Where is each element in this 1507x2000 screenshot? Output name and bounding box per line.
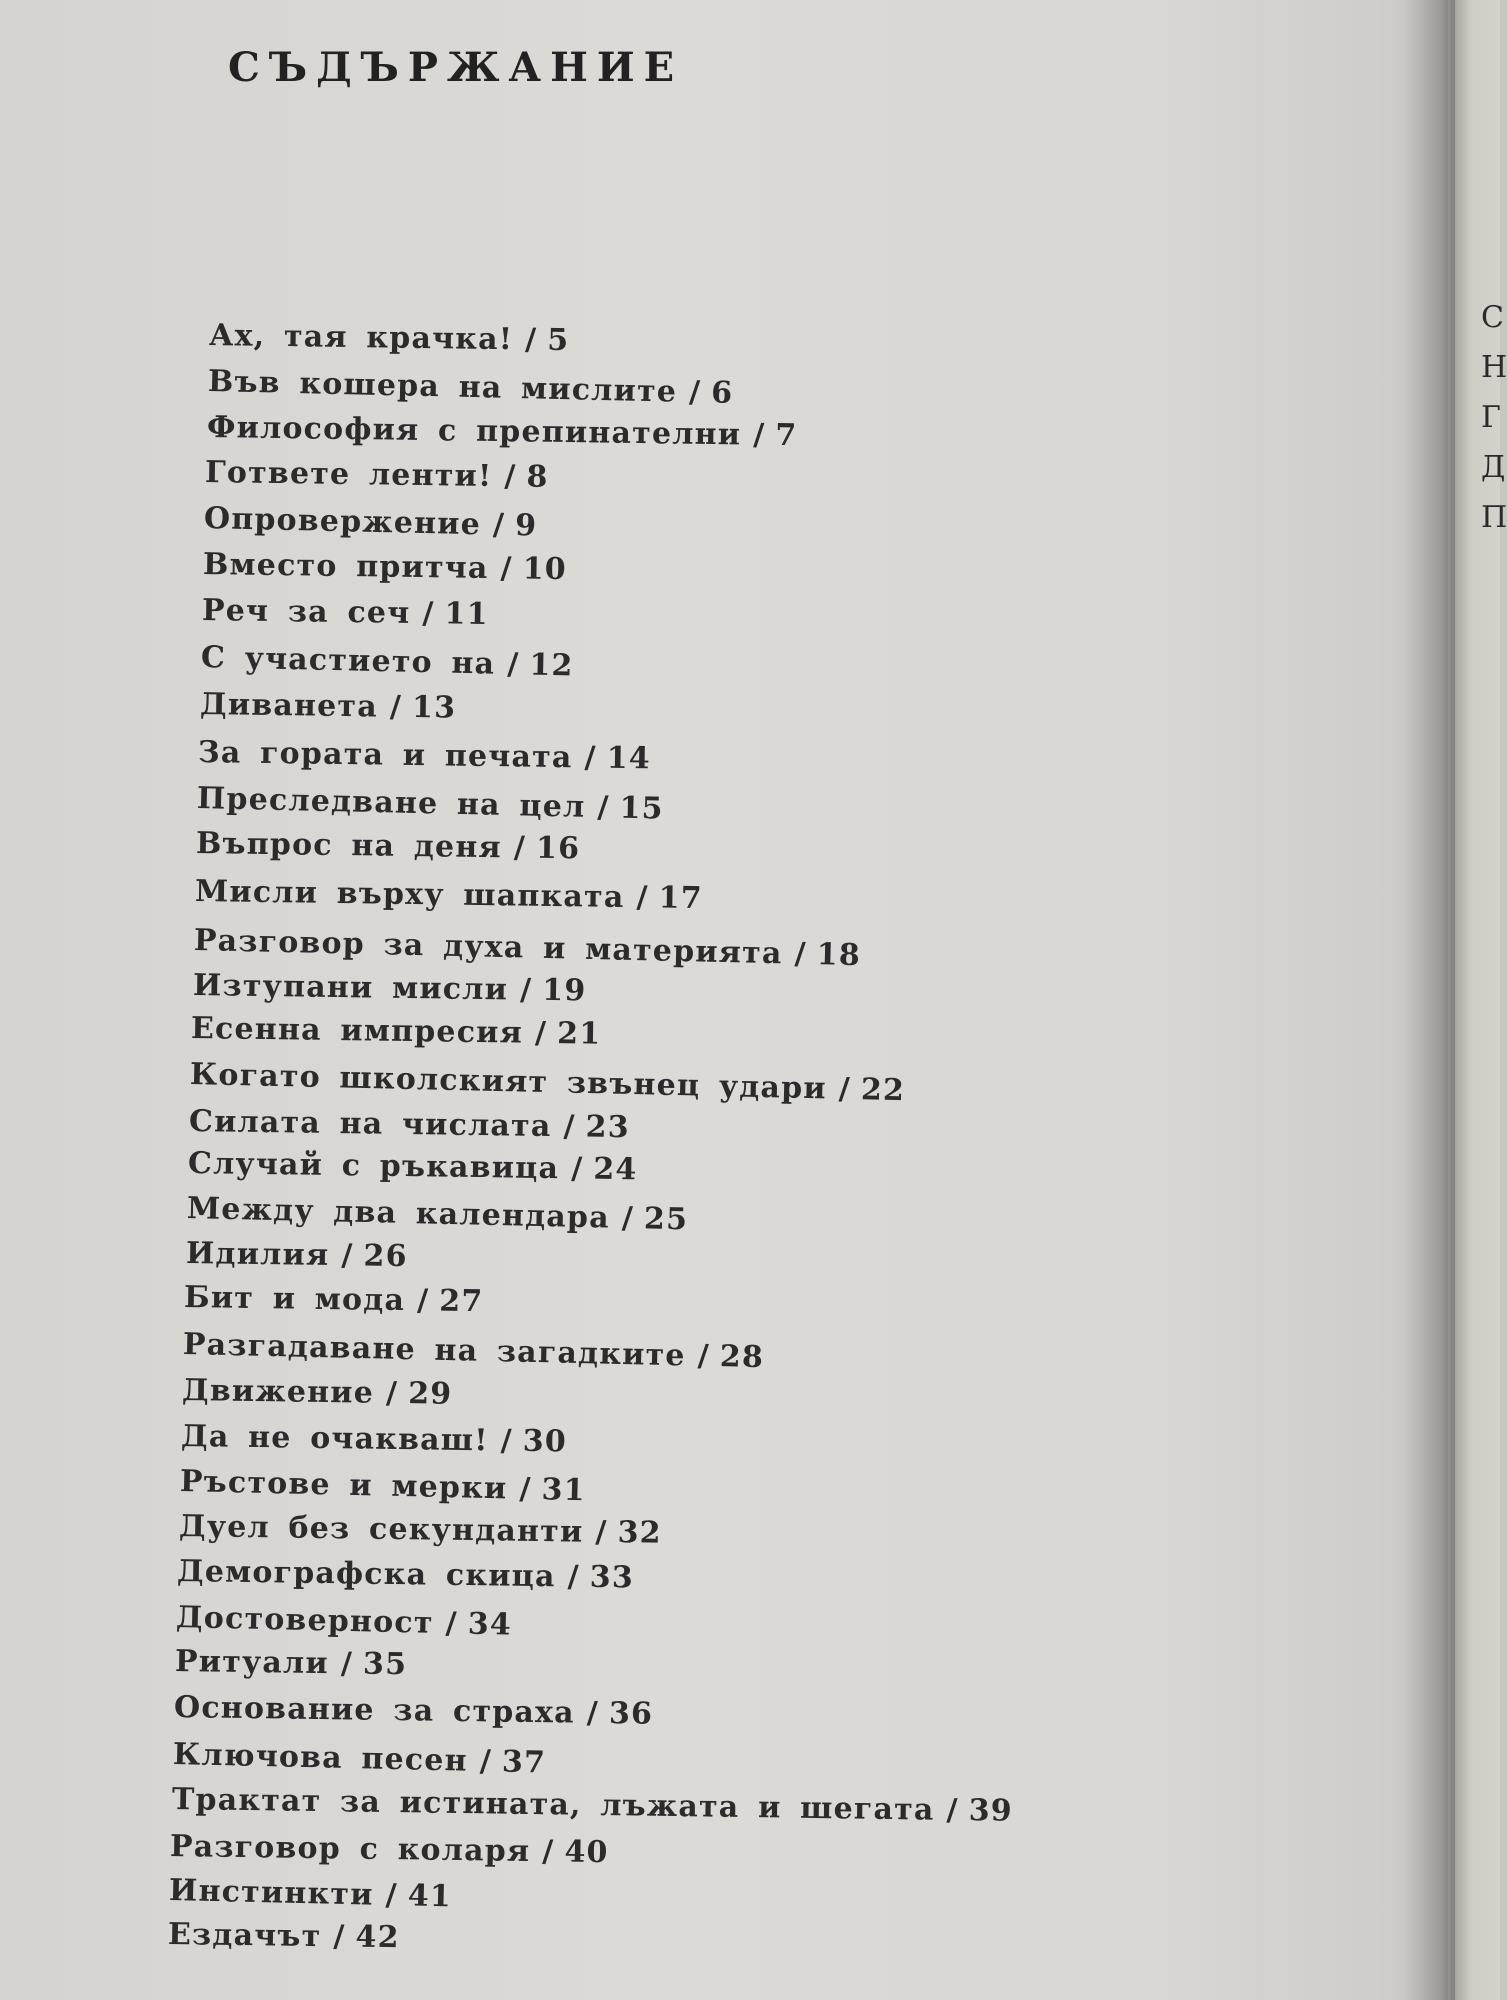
toc-entry-title: Силата на числата	[188, 1104, 552, 1145]
toc-entry-title: Мисли върху шапката	[194, 874, 625, 915]
toc-page-number: 5	[547, 322, 570, 359]
toc-separator: /	[519, 972, 533, 1008]
toc-entry-title: Реч за сеч	[201, 593, 411, 631]
toc-page-number: 42	[355, 1919, 400, 1956]
toc-page-number: 31	[540, 1472, 586, 1509]
toc-separator: /	[340, 1238, 354, 1274]
toc-separator: /	[697, 1338, 711, 1374]
page-title: СЪДЪРЖАНИЕ	[228, 44, 684, 91]
toc-page-number: 19	[541, 972, 587, 1009]
toc-separator: /	[567, 1559, 581, 1595]
toc-page-number: 16	[535, 830, 581, 867]
toc-entry	[176, 1600, 513, 1643]
toc-entry-title: Ах, тая крачка!	[208, 318, 514, 358]
toc-entry	[196, 826, 581, 866]
toc-entry	[181, 1419, 567, 1459]
toc-page-number: 32	[616, 1515, 662, 1551]
toc-separator: /	[500, 1423, 513, 1459]
toc-separator: /	[621, 1200, 635, 1237]
toc-entry-title: Случай с ръкавица	[187, 1146, 560, 1187]
toc-entry-title: Във кошера на мислите	[207, 364, 678, 410]
toc-page-number: 25	[643, 1201, 689, 1238]
facing-page-letter: С	[1481, 300, 1504, 335]
toc-entry	[207, 364, 733, 411]
toc-entry	[205, 455, 549, 495]
toc-separator: /	[586, 1695, 600, 1731]
toc-entry	[178, 1509, 661, 1551]
toc-separator: /	[422, 596, 435, 632]
toc-page-number: 34	[467, 1606, 513, 1643]
toc-entry	[191, 1011, 602, 1052]
toc-entry	[174, 1690, 654, 1732]
toc-entry	[182, 1373, 453, 1412]
toc-entry	[188, 1146, 638, 1187]
facing-page-letter: Д	[1481, 450, 1506, 485]
toc-entry	[202, 593, 489, 632]
toc-separator: /	[340, 1646, 354, 1682]
toc-entry-title: Диванета	[199, 687, 378, 725]
toc-page-number: 13	[411, 689, 457, 726]
toc-page-number: 12	[528, 647, 574, 684]
toc-page-number: 14	[606, 740, 652, 777]
toc-separator: /	[838, 1071, 852, 1107]
toc-page-number: 30	[522, 1423, 568, 1460]
toc-page-number: 23	[585, 1109, 631, 1146]
toc-entry	[184, 1280, 484, 1319]
toc-page-number: 11	[444, 596, 489, 633]
toc-entry-title: Опровержение	[203, 501, 482, 543]
toc-entry	[177, 1554, 634, 1595]
facing-page-letter: Н	[1481, 350, 1507, 385]
toc-separator: /	[504, 459, 518, 495]
facing-page-letter: П	[1481, 500, 1507, 535]
toc-page-number: 21	[557, 1016, 602, 1052]
toc-page-number: 6	[710, 375, 734, 411]
facing-page-letter: Г	[1481, 400, 1501, 435]
toc-entry	[203, 547, 567, 587]
toc-separator: /	[389, 689, 402, 725]
toc-entry	[190, 1057, 906, 1108]
toc-page-number: 17	[658, 880, 703, 917]
toc-entry	[172, 1737, 546, 1780]
toc-page-number: 26	[362, 1238, 408, 1275]
toc-separator: /	[518, 1471, 532, 1507]
toc-page-number: 35	[362, 1646, 408, 1683]
toc-entry-title: Разговор за духа и материята	[193, 923, 783, 972]
toc-entry	[204, 501, 538, 544]
toc-page-number: 37	[501, 1744, 547, 1781]
toc-entry-title: Дуел без секунданти	[178, 1509, 584, 1550]
toc-page-number: 24	[593, 1151, 638, 1188]
toc-page-number: 33	[589, 1559, 635, 1596]
toc-entry	[185, 1236, 407, 1274]
toc-entry	[197, 781, 665, 827]
toc-entry-title: Достоверност	[175, 1600, 435, 1641]
toc-page-number: 36	[608, 1696, 654, 1732]
toc-separator: /	[597, 790, 611, 826]
toc-entry	[186, 1191, 688, 1237]
toc-entry-title: Вместо притча	[202, 547, 489, 586]
toc-entry-title: Преследване на цел	[196, 781, 587, 825]
toc-separator: /	[563, 1109, 576, 1145]
toc-separator: /	[513, 830, 527, 866]
toc-separator: /	[594, 1514, 608, 1550]
toc-entry-title: Инстинкти	[168, 1873, 375, 1913]
toc-separator: /	[492, 507, 506, 543]
toc-page-number: 40	[564, 1834, 610, 1871]
toc-entry	[193, 923, 861, 973]
toc-entry-title: Основание за страха	[173, 1690, 575, 1731]
toc-separator: /	[445, 1606, 459, 1642]
toc-page-number: 41	[407, 1878, 453, 1915]
toc-entry	[171, 1782, 1012, 1829]
toc-entry	[192, 968, 586, 1008]
toc-entry	[183, 1327, 765, 1375]
toc-entry-title: Ръстове и мерки	[179, 1464, 508, 1507]
toc-separator: /	[542, 1834, 556, 1870]
toc-entry	[169, 1873, 453, 1914]
toc-entry	[168, 1917, 400, 1955]
toc-separator: /	[417, 1283, 430, 1319]
toc-entry-title: Гответе ленти!	[205, 455, 494, 495]
toc-entry	[189, 1104, 630, 1145]
toc-separator: /	[524, 322, 538, 358]
toc-entry-title: С участието на	[200, 640, 496, 682]
toc-entry-title: Движение	[181, 1373, 375, 1411]
toc-entry-title: Есенна импресия	[191, 1011, 524, 1051]
toc-entry-title: Демографска скица	[177, 1554, 557, 1595]
toc-separator: /	[636, 880, 649, 916]
toc-page-number: 28	[719, 1339, 765, 1376]
toc-entry-title: Между два календара	[186, 1191, 610, 1236]
toc-entry-title: Да не очакваш!	[180, 1419, 489, 1459]
toc-separator: /	[793, 936, 807, 972]
toc-entry	[206, 410, 797, 453]
toc-entry	[175, 1644, 408, 1682]
toc-entry	[199, 687, 456, 726]
toc-separator: /	[752, 417, 766, 453]
toc-separator: /	[570, 1151, 584, 1187]
toc-page-number: 39	[967, 1793, 1013, 1829]
toc-page-number: 8	[526, 459, 550, 495]
toc-page-number: 22	[860, 1072, 906, 1109]
toc-entry-title: Ритуали	[174, 1644, 330, 1682]
toc-entry-title: Ключова песен	[172, 1737, 468, 1779]
toc-entry-title: Бит и мода	[184, 1280, 406, 1319]
toc-entry-title: Ездачът	[167, 1917, 322, 1955]
toc-page-number: 15	[619, 790, 665, 827]
toc-entry-title: Философия с препинателни	[206, 410, 742, 453]
toc-page-number: 10	[522, 551, 568, 588]
toc-entry-title: Когато школският звънец удари	[189, 1057, 828, 1107]
toc-entry-title: За гората и печата	[198, 735, 574, 776]
toc-separator: /	[688, 374, 702, 411]
toc-separator: /	[584, 740, 598, 776]
facing-page-edge	[1455, 0, 1507, 2000]
toc-entry	[209, 318, 570, 358]
toc-separator: /	[535, 1015, 548, 1051]
toc-entry-title: Разгадаване на загадките	[182, 1327, 687, 1374]
toc-entry-title: Изтупани мисли	[192, 968, 508, 1008]
toc-separator: /	[385, 1375, 399, 1412]
toc-page-number: 9	[515, 508, 538, 544]
toc-separator: /	[945, 1792, 959, 1828]
toc-entry	[170, 1829, 609, 1870]
toc-entry	[195, 874, 703, 916]
toc-entry-title: Идилия	[185, 1236, 330, 1273]
toc-page-number: 29	[407, 1376, 453, 1412]
toc-separator: /	[333, 1919, 346, 1955]
toc-entry	[200, 640, 573, 683]
toc-separator: /	[506, 646, 520, 683]
toc-entry-title: Разговор с коларя	[170, 1829, 531, 1870]
toc-entry-title: Въпрос на деня	[195, 826, 503, 866]
toc-page-number: 27	[439, 1283, 485, 1320]
toc-entry-title: Трактат за истината, лъжата и шегата	[171, 1782, 935, 1828]
toc-separator: /	[479, 1743, 493, 1780]
toc-page-number: 18	[816, 937, 862, 974]
toc-separator: /	[500, 551, 514, 587]
toc-entry	[179, 1464, 586, 1508]
spine-shadow	[1405, 0, 1455, 2000]
toc-page-number: 7	[774, 417, 798, 454]
toc-separator: /	[385, 1877, 399, 1914]
toc-entry	[198, 735, 651, 776]
